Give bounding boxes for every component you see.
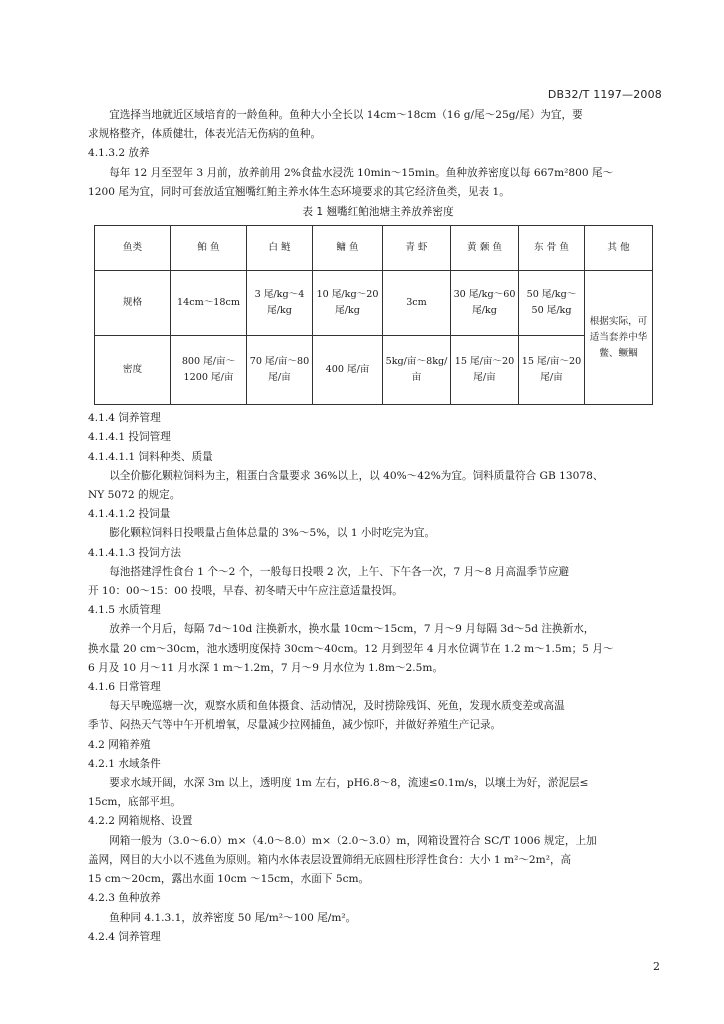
table-header-cell: 东 骨 鱼 bbox=[519, 226, 585, 271]
table-cell: 3 尾/kg～4 尾/kg bbox=[247, 271, 313, 336]
table-cell: 50 尾/kg～50 尾/kg bbox=[519, 271, 585, 336]
table-cell: 10 尾/kg～20 尾/kg bbox=[313, 271, 383, 336]
standard-code: DB32/T 1197—2008 bbox=[547, 88, 662, 101]
table-cell: 800 尾/亩～1200 尾/亩 bbox=[171, 336, 247, 405]
cage-text-line: 网箱一般为（3.0～6.0）m×（4.0～8.0）m×（2.0～3.0）m，网箱设置符合 SC/T 1006 规定，上加 bbox=[109, 834, 597, 847]
table-header-cell: 鱼类 bbox=[95, 226, 171, 271]
section-heading: 4.1.5 水质管理 bbox=[88, 604, 161, 617]
table-header-cell: 鲌 鱼 bbox=[171, 226, 247, 271]
daily-text-line: 每天早晚巡塘一次，观察水质和鱼体摄食、活动情况，及时捞除残饵、死鱼，发现水质变差或高温 bbox=[109, 700, 565, 713]
stocking-density-table bbox=[94, 225, 653, 405]
cage-stock-text: 鱼种同 4.1.3.1，放养密度 50 尾/m²～100 尾/m²。 bbox=[109, 911, 357, 924]
water-text-line: 放养一个月后，每隔 7d～10d 注换新水，换水量 10cm～15cm，7 月～9 月每隔 3d～5d 注换新水， bbox=[109, 623, 595, 636]
section-heading: 4.1.4.1.2 投饲量 bbox=[88, 508, 171, 521]
section-heading: 4.2.4 饲养管理 bbox=[88, 930, 161, 943]
stocking-text-line: 1200 尾为宜，同时可套放适宜翘嘴红鲌主养水体生态环境要求的其它经济鱼类，见表 1。 bbox=[88, 185, 510, 198]
intro-text-line: 宜选择当地就近区域培育的一龄鱼种。鱼种大小全长以 14cm～18cm（16 g/尾～25g/尾）为宜，要 bbox=[109, 109, 583, 121]
waters-text-line: 要求水域开阔，水深 3m 以上，透明度 1m 左右，pH6.8～8，流速≤0.1m/s，以壤土为好，淤泥层≤ bbox=[109, 777, 589, 790]
stocking-text-line: 每年 12 月至翌年 3 月前，放养前用 2%食盐水浸洗 10min～15min。鱼种放养密度以每 667m²800 尾～ bbox=[109, 166, 614, 179]
table-header-cell: 青 虾 bbox=[383, 226, 451, 271]
section-heading: 4.1.6 日常管理 bbox=[88, 681, 161, 694]
section-heading: 4.2 网箱养殖 bbox=[88, 738, 151, 751]
table-cell: 400 尾/亩 bbox=[313, 336, 383, 405]
table-header-cell: 鳙 鱼 bbox=[313, 226, 383, 271]
section-heading: 4.1.4.1.3 投饲方法 bbox=[88, 546, 181, 559]
table-cell-other: 根据实际，可适当套养中华鳖、鳜鲴 bbox=[585, 271, 653, 405]
intro-text-line: 求规格整齐，体质健壮，体表光洁无伤病的鱼种。 bbox=[88, 128, 322, 141]
feed-text-line: 以全价膨化颗粒饲料为主，粗蛋白含量要求 36%以上，以 40%～42%为宜。饲料质量符合 GB 13078、 bbox=[109, 469, 604, 482]
document-body bbox=[88, 106, 668, 947]
section-heading: 4.2.3 鱼种放养 bbox=[88, 892, 161, 905]
daily-text-line: 季节、闷热天气等中午开机增氧，尽量减少拉网捕鱼，减少惊吓，并做好养殖生产记录。 bbox=[88, 719, 502, 732]
table-header-row bbox=[95, 226, 653, 271]
section-heading: 4.1.3.2 放养 bbox=[88, 147, 150, 160]
table-cell: 15 尾/亩～20 尾/亩 bbox=[519, 336, 585, 405]
table-caption: 表 1 翘嘴红鲌池塘主养放养密度 bbox=[302, 206, 454, 219]
water-text-line: 换水量 20 cm～30cm，池水透明度保持 30cm～40cm。12 月到翌年 4 月水位调节在 1.2 m～1.5m；5 月～ bbox=[88, 642, 614, 655]
row-label: 规格 bbox=[95, 271, 171, 336]
table-row bbox=[95, 271, 653, 336]
section-heading: 4.1.4 饲养管理 bbox=[88, 412, 161, 425]
waters-text-line: 15cm，底部平坦。 bbox=[88, 796, 182, 809]
table-cell: 70 尾/亩～80 尾/亩 bbox=[247, 336, 313, 405]
table-header-cell: 黄 颡 鱼 bbox=[451, 226, 519, 271]
table-cell: 15 尾/亩～20 尾/亩 bbox=[451, 336, 519, 405]
section-heading: 4.1.4.1 投饲管理 bbox=[88, 431, 171, 444]
cage-text-line: 盖网，网目的大小以不逃鱼为原则。箱内水体表层设置筛绢无底圆柱形浮性食台：大小 1 m²～2m²，高 bbox=[88, 853, 572, 866]
section-heading: 4.2.2 网箱规格、设置 bbox=[88, 815, 193, 828]
table-cell: 5kg/亩～8kg/亩 bbox=[383, 336, 451, 405]
table-row bbox=[95, 336, 653, 405]
cage-text-line: 15 cm～20cm，露出水面 10cm ～15cm，水面下 5cm。 bbox=[88, 873, 370, 886]
feed-amount-text: 膨化颗粒饲料日投喂量占鱼体总量的 3%～5%，以 1 小时吃完为宜。 bbox=[109, 527, 436, 540]
table-cell: 14cm～18cm bbox=[171, 271, 247, 336]
method-text-line: 每池搭建浮性食台 1 个～2 个，一般每日投喂 2 次，上午、下午各一次，7 月～8 月高温季节应避 bbox=[109, 565, 570, 578]
table-cell: 3cm bbox=[383, 271, 451, 336]
table-cell: 30 尾/kg～60 尾/kg bbox=[451, 271, 519, 336]
section-heading: 4.1.4.1.1 饲料种类、质量 bbox=[88, 450, 213, 463]
section-heading: 4.2.1 水域条件 bbox=[88, 757, 161, 770]
water-text-line: 6 月及 10 月～11 月水深 1 m～1.2m，7 月～9 月水位为 1.8m～2.5m。 bbox=[88, 661, 444, 674]
row-label: 密度 bbox=[95, 336, 171, 405]
table-header-cell: 其 他 bbox=[585, 226, 653, 271]
table-header-cell: 白 鲢 bbox=[247, 226, 313, 271]
method-text-line: 开 10：00～15：00 投喂，早春、初冬晴天中午应注意适量投饵。 bbox=[88, 585, 403, 598]
feed-text-line: NY 5072 的规定。 bbox=[88, 489, 181, 502]
page-number: 2 bbox=[653, 960, 660, 973]
